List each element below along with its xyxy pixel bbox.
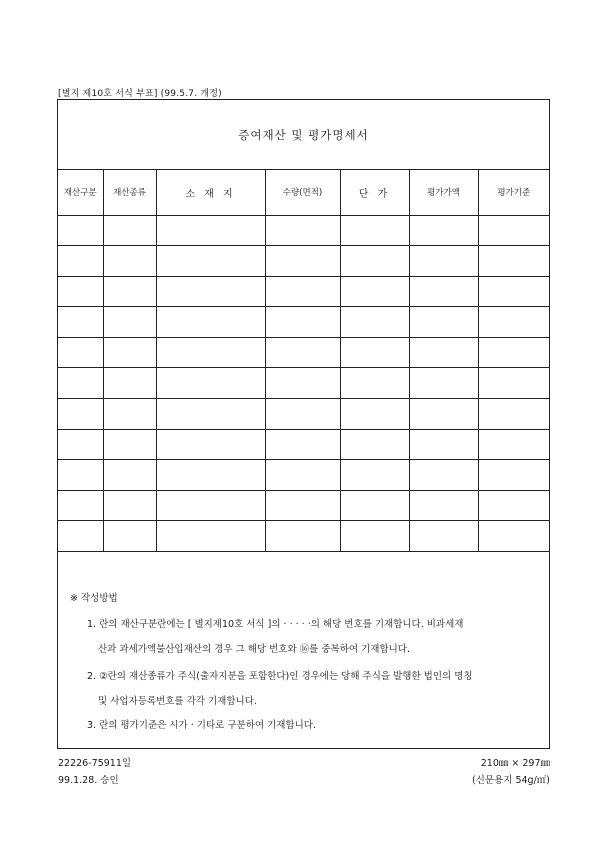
table-cell[interactable] [340,460,409,491]
table-row [58,490,549,521]
table-cell[interactable] [340,276,409,307]
table-cell[interactable] [478,276,549,307]
instructions-heading: ※ 작성방법 [70,593,118,604]
table-cell[interactable] [103,521,156,552]
table-cell[interactable] [156,246,265,277]
approval-date: 99.1.28. 승인 [58,775,119,786]
table-cell[interactable] [156,276,265,307]
property-table [58,170,549,552]
table-cell[interactable] [103,246,156,277]
table-cell[interactable] [478,521,549,552]
table-cell[interactable] [58,215,103,246]
table-cell[interactable] [58,429,103,460]
table-cell[interactable] [156,490,265,521]
table-cell[interactable] [265,521,340,552]
paper-size: 210㎜ × 297㎜ [480,758,550,769]
table-cell[interactable] [409,246,478,277]
table-cell[interactable] [103,215,156,246]
table-cell[interactable] [58,307,103,338]
table-cell[interactable] [156,337,265,368]
column-header-property-type: 재산종류 [103,170,156,215]
table-row [58,215,549,246]
table-cell[interactable] [409,521,478,552]
table-cell[interactable] [156,399,265,430]
table-cell[interactable] [58,521,103,552]
table-row [58,337,549,368]
table-cell[interactable] [478,246,549,277]
table-row [58,276,549,307]
table-row [58,246,549,277]
instruction-1-line-1: 1. 란의 재산구분란에는 [ 별지제10호 서식 ]의 · · · · ·의 해당 번호를 기재합니다. 비과세재 [87,619,464,630]
table-row [58,399,549,430]
form-reference: [별지 제10호 서식 부표] (99.5.7. 개정) [58,89,222,99]
table-row [58,307,549,338]
table-cell[interactable] [478,399,549,430]
table-cell[interactable] [478,337,549,368]
table-cell[interactable] [409,399,478,430]
table-cell[interactable] [103,490,156,521]
table-cell[interactable] [409,460,478,491]
table-cell[interactable] [340,215,409,246]
table-cell[interactable] [409,490,478,521]
table-cell[interactable] [156,521,265,552]
table-cell[interactable] [265,337,340,368]
table-cell[interactable] [156,215,265,246]
statement-form [57,99,550,749]
column-header-property-category: 재산구분 [58,170,103,215]
table-row [58,521,549,552]
column-header-valuation-basis: 평가기준 [478,170,549,215]
table-cell[interactable] [478,460,549,491]
table-cell[interactable] [265,429,340,460]
table-cell[interactable] [265,460,340,491]
table-cell[interactable] [340,368,409,399]
table-cell[interactable] [156,307,265,338]
table-cell[interactable] [478,215,549,246]
table-cell[interactable] [340,521,409,552]
table-cell[interactable] [58,399,103,430]
column-header-unit-price: 단 가 [340,170,409,215]
instruction-1-line-2: 산과 과세가액불산입재산의 경우 그 해당 번호와 ⑯를 중복하여 기재합니다. [98,644,410,655]
table-cell[interactable] [409,368,478,399]
table-cell[interactable] [103,276,156,307]
table-cell[interactable] [340,337,409,368]
instruction-2-line-1: 2. ②란의 재산종류가 주식(출자지분을 포함한다)인 경우에는 당해 주식을 발행한 법인의 명칭 [87,671,473,682]
table-cell[interactable] [156,429,265,460]
form-title: 증여재산 및 평가명세서 [58,100,549,170]
table-cell[interactable] [478,307,549,338]
table-cell[interactable] [103,460,156,491]
table-cell[interactable] [156,368,265,399]
table-cell[interactable] [103,368,156,399]
table-cell[interactable] [58,368,103,399]
table-cell[interactable] [265,215,340,246]
table-cell[interactable] [265,399,340,430]
table-cell[interactable] [340,490,409,521]
table-cell[interactable] [103,337,156,368]
table-cell[interactable] [265,307,340,338]
paper-spec: (신문용지 54g/㎡) [472,775,550,786]
table-cell[interactable] [340,246,409,277]
table-cell[interactable] [265,368,340,399]
table-cell[interactable] [58,490,103,521]
table-cell[interactable] [478,490,549,521]
table-cell[interactable] [340,307,409,338]
table-cell[interactable] [478,368,549,399]
table-cell[interactable] [103,399,156,430]
table-cell[interactable] [103,429,156,460]
form-code: 22226-75911일 [58,758,132,769]
table-cell[interactable] [409,429,478,460]
table-cell[interactable] [58,460,103,491]
table-cell[interactable] [156,460,265,491]
table-cell[interactable] [409,337,478,368]
table-cell[interactable] [265,276,340,307]
table-cell[interactable] [340,429,409,460]
table-cell[interactable] [103,307,156,338]
table-cell[interactable] [265,246,340,277]
instruction-2-line-2: 및 사업자등록번호를 각각 기재합니다. [98,696,257,707]
table-cell[interactable] [265,490,340,521]
table-cell[interactable] [409,215,478,246]
table-header-row [58,170,549,215]
table-cell[interactable] [340,399,409,430]
column-header-quantity: 수량(면적) [265,170,340,215]
table-cell[interactable] [409,276,478,307]
table-row [58,460,549,491]
table-cell[interactable] [58,246,103,277]
table-cell[interactable] [409,307,478,338]
instruction-3-line-1: 3. 란의 평가기준은 시가 · 기타로 구분하여 기재합니다. [87,720,316,731]
column-header-location: 소 재 지 [156,170,265,215]
table-row [58,368,549,399]
table-cell[interactable] [58,276,103,307]
column-header-appraised-value: 평가가액 [409,170,478,215]
table-row [58,429,549,460]
table-cell[interactable] [478,429,549,460]
table-cell[interactable] [58,337,103,368]
